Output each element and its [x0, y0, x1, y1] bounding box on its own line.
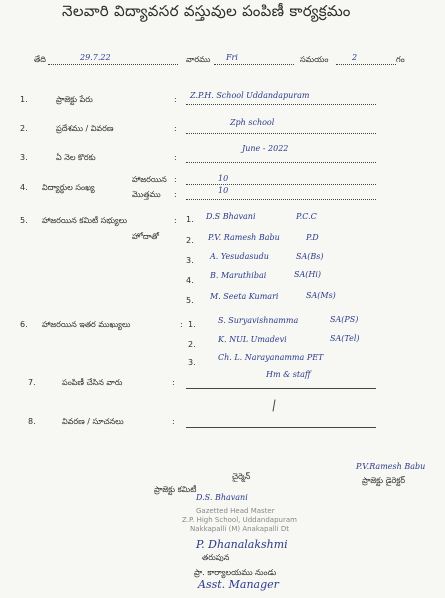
- committee-num: 5.: [186, 296, 194, 305]
- row-4-label: విద్యార్థుల సంఖ్య: [42, 183, 95, 192]
- committee-role: SA(Bs): [296, 252, 324, 261]
- committee-num: 3.: [186, 256, 194, 265]
- day-label: వారము: [186, 55, 211, 64]
- committee-label: ప్రాజెక్టు కమిటీ: [154, 485, 197, 494]
- row-6-num: 6.: [20, 320, 28, 329]
- committee-role: SA(Ms): [306, 291, 336, 300]
- row-4-sub2: మొత్తము: [132, 190, 161, 199]
- committee-name: D.S Bhavani: [206, 212, 256, 221]
- time-value: 2: [352, 53, 358, 62]
- others-num: 3.: [188, 358, 196, 367]
- committee-num: 1.: [186, 215, 194, 224]
- row-1-label: ప్రాజెక్టు పేరు: [56, 95, 93, 104]
- time-label: సమయం: [300, 55, 329, 64]
- row-7-label: పంపిణీ చేసిన వారు: [62, 378, 123, 387]
- committee-num: 4.: [186, 276, 194, 285]
- row-1-num: 1.: [20, 95, 28, 104]
- row-3-label: ఏ నెల కొరకు: [56, 153, 96, 162]
- others-num: 1.: [188, 320, 196, 329]
- director-label: ప్రాజెక్టు డైరెక్టర్: [362, 476, 406, 485]
- row-4-num: 4.: [20, 183, 28, 192]
- row-4-value1: 10: [218, 174, 229, 183]
- others-role: SA(Tel): [330, 334, 360, 343]
- committee-role: P.D: [306, 233, 319, 242]
- committee-name: P.V. Ramesh Babu: [208, 233, 280, 242]
- row-8-num: 8.: [28, 417, 36, 426]
- page-title: నెలవారి విద్యావసర వస్తువుల పంపిణీ కార్యక్రమం: [62, 2, 351, 20]
- row-2-value: Zph school: [230, 118, 275, 127]
- committee-name: M. Seeta Kumari: [210, 292, 279, 301]
- row-5-sub: హోదాతో: [132, 232, 159, 241]
- stamp-signature: D.S. Bhavani: [196, 493, 248, 502]
- row-3-num: 3.: [20, 153, 28, 162]
- stamp-line-2: Z.P. High School, Uddandapuram: [182, 516, 297, 524]
- others-name: Ch. L. Narayanamma PET: [218, 353, 324, 362]
- row-5-label: హాజరయిన కమిటీ సభ్యులు: [42, 216, 128, 225]
- committee-role: P.C.C: [296, 212, 317, 221]
- committee-num: 2.: [186, 236, 194, 245]
- office-label-2: ప్రా. కార్యాలయము నుండు: [194, 568, 277, 577]
- stamp-line-3: Nakkapalli (M) Anakapalli Dt: [190, 525, 289, 533]
- row-7-num: 7.: [28, 378, 36, 387]
- others-name: S. Suryavishnamma: [218, 316, 299, 325]
- row-7-value: Hm & staff: [266, 370, 311, 379]
- stamp-line-1: Gazetted Head Master: [196, 507, 275, 515]
- row-4-value2: 10: [218, 186, 229, 195]
- row-2-label: ప్రదేశము / వివరణ: [56, 124, 114, 133]
- office-label: తరుపున: [202, 553, 230, 562]
- row-2-num: 2.: [20, 124, 28, 133]
- office-title: Asst. Manager: [198, 578, 279, 591]
- office-signature: P. Dhanalakshmi: [196, 538, 288, 551]
- date-value: 29.7.22: [80, 53, 111, 62]
- row-3-value: June - 2022: [242, 144, 289, 153]
- committee-name: A. Yesudasudu: [210, 252, 269, 261]
- row-1-value: Z.P.H. School Uddandapuram: [190, 91, 310, 100]
- director-signature: P.V.Ramesh Babu: [356, 462, 426, 471]
- row-4-sub1: హాజరయిన: [132, 175, 167, 184]
- chairman-label: చైర్మెన్: [232, 472, 251, 481]
- row-5-num: 5.: [20, 216, 28, 225]
- day-value: Fri: [226, 53, 238, 62]
- date-label: తేది: [34, 55, 46, 64]
- row-6-label: హాజరయిన ఇతర ముఖ్యులు: [42, 320, 131, 329]
- others-role: SA(PS): [330, 315, 359, 324]
- committee-name: B. Maruthibai: [210, 271, 267, 280]
- others-num: 2.: [188, 340, 196, 349]
- others-name: K. NUL Umadevi: [218, 335, 287, 344]
- row-8-label: వివరణ / సూచనలు: [62, 417, 124, 426]
- committee-role: SA(Hi): [294, 270, 322, 279]
- time-unit: గం: [396, 55, 405, 64]
